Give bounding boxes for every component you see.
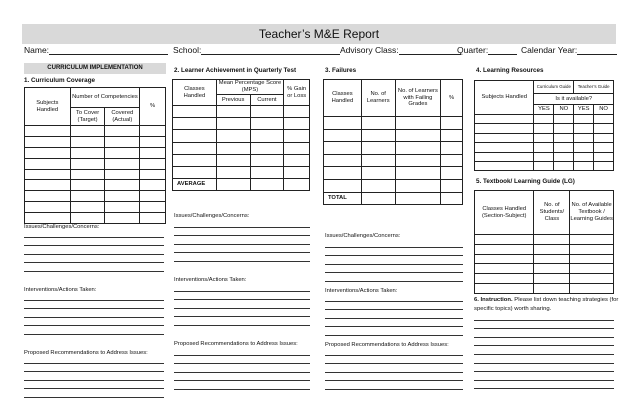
interventions-label-2: Interventions/Actions Taken: (174, 277, 247, 283)
write-line[interactable] (174, 356, 310, 365)
table-cell[interactable] (324, 167, 362, 180)
write-line[interactable] (325, 302, 463, 311)
interventions-label-3: Interventions/Actions Taken: (325, 288, 398, 294)
table-row (475, 143, 614, 152)
table-row (25, 213, 166, 224)
table-cell[interactable] (216, 106, 250, 118)
issues-lines-3[interactable] (325, 239, 463, 282)
table-cell[interactable] (574, 161, 594, 170)
learner-achievement-table (172, 79, 310, 191)
section-4-title: 4. Learning Resources (476, 67, 544, 74)
learning-resources-table (474, 80, 614, 171)
table-cell[interactable] (140, 180, 166, 191)
current-header: Current (250, 95, 284, 106)
percent-header: % (140, 88, 166, 126)
section-6-text: Please list down teaching strategies (for specific topics) worth sharing. (474, 297, 619, 312)
interventions-lines-3[interactable] (325, 293, 463, 336)
table-cell[interactable] (250, 130, 284, 142)
write-line[interactable] (474, 364, 614, 373)
school-field[interactable] (173, 45, 340, 55)
table-cell[interactable] (594, 152, 614, 161)
table-cell[interactable] (250, 166, 284, 178)
table-row (324, 154, 463, 167)
write-line[interactable] (325, 293, 463, 302)
table-cell[interactable] (570, 274, 614, 284)
table-cell[interactable] (173, 154, 217, 166)
failures-table (323, 79, 463, 205)
table-cell[interactable] (570, 264, 614, 274)
table-row (324, 179, 463, 192)
table-row (475, 244, 614, 254)
table-cell[interactable] (554, 152, 574, 161)
write-line[interactable] (325, 327, 463, 336)
table-cell[interactable] (25, 191, 71, 202)
section-6-label: 6. Instruction. (474, 297, 513, 303)
table-cell[interactable] (70, 158, 105, 169)
table-cell[interactable] (395, 117, 441, 130)
table-cell[interactable] (594, 161, 614, 170)
write-line[interactable] (24, 263, 164, 272)
write-line[interactable] (325, 347, 463, 356)
table-row (475, 115, 614, 124)
competencies-header: Number of Competencies (70, 88, 140, 108)
cg-yes-header: YES (534, 105, 554, 115)
calendar-label: Calendar Year: (521, 45, 578, 55)
table-cell[interactable] (324, 117, 362, 130)
recommendations-label-3: Proposed Recommendations to Address Issues: (325, 342, 449, 348)
write-line[interactable] (325, 373, 463, 382)
table-cell[interactable] (534, 274, 570, 284)
table-cell[interactable] (284, 106, 310, 118)
write-line[interactable] (474, 329, 614, 338)
table-cell[interactable] (441, 192, 463, 205)
instruction-lines[interactable] (474, 312, 614, 389)
table-row (173, 154, 310, 166)
table-row (475, 274, 614, 284)
write-line[interactable] (325, 319, 463, 328)
table-cell[interactable] (324, 154, 362, 167)
write-line[interactable] (325, 239, 463, 248)
quarter-label: Quarter: (457, 45, 489, 55)
table-row (475, 133, 614, 142)
table-cell[interactable] (216, 118, 250, 130)
table-cell[interactable] (284, 166, 310, 178)
table-row (475, 235, 614, 245)
table-cell[interactable] (534, 152, 554, 161)
table-cell[interactable] (105, 213, 140, 224)
write-line[interactable] (24, 372, 164, 381)
table-cell[interactable] (324, 142, 362, 155)
write-line[interactable] (24, 381, 164, 390)
write-line[interactable] (174, 317, 310, 326)
table-row (173, 166, 310, 178)
school-label: School: (173, 45, 202, 55)
table-cell[interactable] (441, 167, 463, 180)
table-cell[interactable] (534, 124, 554, 133)
table-cell[interactable] (534, 264, 570, 274)
no-learners-header: No. of Learners (361, 80, 395, 117)
write-line[interactable] (24, 389, 164, 398)
instruction-prompt (474, 296, 620, 313)
table-cell[interactable] (395, 179, 441, 192)
table-cell[interactable] (475, 244, 534, 254)
table-cell[interactable] (534, 115, 554, 124)
table-cell[interactable] (594, 115, 614, 124)
write-line[interactable] (325, 310, 463, 319)
table-cell[interactable] (554, 115, 574, 124)
table-row (324, 167, 463, 180)
table-cell[interactable] (324, 179, 362, 192)
write-line[interactable] (174, 219, 310, 228)
table-row (324, 142, 463, 155)
write-line[interactable] (474, 338, 614, 347)
write-line[interactable] (325, 273, 463, 282)
table-cell[interactable] (250, 118, 284, 130)
recommendations-lines-1[interactable] (24, 355, 164, 398)
table-cell[interactable] (534, 244, 570, 254)
table-cell[interactable] (250, 106, 284, 118)
table-cell[interactable] (395, 142, 441, 155)
curriculum-banner: CURRICULUM IMPLEMENTATION (24, 63, 166, 74)
table-cell[interactable] (105, 180, 140, 191)
table-cell[interactable] (441, 142, 463, 155)
table-cell[interactable] (475, 274, 534, 284)
table-cell[interactable] (105, 147, 140, 158)
advisory-label: Advisory Class: (340, 45, 399, 55)
table-cell[interactable] (475, 152, 534, 161)
table-cell[interactable] (570, 283, 614, 293)
table-cell[interactable] (70, 136, 105, 147)
table-cell[interactable] (216, 154, 250, 166)
table-cell[interactable] (250, 179, 284, 191)
table-cell[interactable] (105, 126, 140, 137)
table-cell[interactable] (570, 235, 614, 245)
no-students-header: No. of Students/ Class (534, 191, 570, 235)
no-failing-header: No. of Learners with Failing Grades (395, 80, 441, 117)
average-row-label: AVERAGE (173, 179, 217, 191)
write-line[interactable] (325, 265, 463, 274)
section-2-title: 2. Learner Achievement in Quarterly Test (174, 67, 297, 74)
failures-percent-header: % (441, 80, 463, 117)
table-cell[interactable] (361, 167, 395, 180)
write-line[interactable] (24, 255, 164, 264)
table-cell[interactable] (284, 130, 310, 142)
total-row-label: TOTAL (324, 192, 362, 205)
table-cell[interactable] (140, 213, 166, 224)
write-line[interactable] (474, 381, 614, 390)
table-cell[interactable] (70, 147, 105, 158)
table-cell[interactable] (250, 154, 284, 166)
table-cell[interactable] (105, 191, 140, 202)
table-row (25, 136, 166, 147)
table-cell[interactable] (173, 118, 217, 130)
table-row (25, 191, 166, 202)
table-cell[interactable] (594, 143, 614, 152)
table-cell[interactable] (70, 180, 105, 191)
table-cell[interactable] (475, 264, 534, 274)
table-cell[interactable] (70, 202, 105, 213)
is-available-header: Is it available? (534, 94, 614, 105)
table-cell[interactable] (475, 235, 534, 245)
name-field[interactable] (24, 45, 168, 55)
issues-label-2: Issues/Challenges/Concerns: (174, 213, 250, 219)
curriculum-guide-header: Curriculum Guide (534, 81, 574, 94)
classes-handled-header-3: Classes Handled (324, 80, 362, 117)
write-line[interactable] (24, 364, 164, 373)
covered-header: Covered (Actual) (105, 108, 140, 126)
report-title: Teacher’s M&E Report (22, 24, 616, 44)
write-line[interactable] (474, 321, 614, 330)
write-line[interactable] (174, 253, 310, 262)
write-line[interactable] (24, 318, 164, 327)
issues-label-1: Issues/Challenges/Concerns: (24, 224, 100, 230)
table-cell[interactable] (395, 192, 441, 205)
write-line[interactable] (174, 245, 310, 254)
table-cell[interactable] (395, 167, 441, 180)
subjects-handled-header-4: Subjects Handled (475, 81, 534, 115)
previous-header: Previous (216, 95, 250, 106)
table-cell[interactable] (475, 124, 534, 133)
quarter-field[interactable] (457, 45, 517, 55)
section-3-title: 3. Failures (325, 67, 357, 74)
table-row (475, 152, 614, 161)
write-line[interactable] (325, 381, 463, 390)
table-cell[interactable] (554, 161, 574, 170)
write-line[interactable] (325, 248, 463, 257)
table-cell[interactable] (475, 143, 534, 152)
table-row (475, 283, 614, 293)
advisory-class-field[interactable] (340, 45, 461, 55)
classes-handled-header-5: Classes Handled (Section-Subject) (475, 191, 534, 235)
write-line[interactable] (474, 346, 614, 355)
no-available-header: No. of Available Textbook / Learning Guides (570, 191, 614, 235)
table-row (25, 158, 166, 169)
write-line[interactable] (474, 355, 614, 364)
recommendations-lines-2[interactable] (174, 347, 310, 390)
recommendations-label-2: Proposed Recommendations to Address Issues: (174, 341, 298, 347)
write-line[interactable] (24, 246, 164, 255)
issues-lines-2[interactable] (174, 219, 310, 262)
table-cell[interactable] (361, 154, 395, 167)
write-line[interactable] (174, 228, 310, 237)
write-line[interactable] (474, 372, 614, 381)
table-cell[interactable] (70, 169, 105, 180)
curriculum-coverage-table (24, 87, 166, 224)
table-cell[interactable] (534, 133, 554, 142)
table-cell[interactable] (216, 142, 250, 154)
table-row (324, 129, 463, 142)
table-cell[interactable] (140, 169, 166, 180)
table-cell[interactable] (173, 142, 217, 154)
table-cell[interactable] (25, 169, 71, 180)
table-cell[interactable] (70, 191, 105, 202)
table-cell[interactable] (25, 126, 71, 137)
table-cell[interactable] (574, 115, 594, 124)
table-cell[interactable] (570, 244, 614, 254)
issues-label-3: Issues/Challenges/Concerns: (325, 233, 401, 239)
table-cell[interactable] (105, 169, 140, 180)
table-row (25, 202, 166, 213)
table-cell[interactable] (140, 147, 166, 158)
table-cell[interactable] (534, 161, 554, 170)
name-label: Name: (24, 45, 50, 55)
write-line[interactable] (174, 292, 310, 301)
subjects-handled-header: Subjects Handled (25, 88, 71, 126)
table-cell[interactable] (216, 179, 250, 191)
table-cell[interactable] (70, 213, 105, 224)
table-cell[interactable] (554, 143, 574, 152)
write-line[interactable] (24, 355, 164, 364)
table-cell[interactable] (554, 124, 574, 133)
table-row (475, 254, 614, 264)
table-row (25, 147, 166, 158)
table-cell[interactable] (441, 117, 463, 130)
textbook-table (474, 190, 614, 294)
table-row (173, 179, 310, 191)
table-row (173, 106, 310, 118)
write-line[interactable] (24, 229, 164, 238)
table-cell[interactable] (25, 213, 71, 224)
table-cell[interactable] (140, 191, 166, 202)
table-cell[interactable] (570, 254, 614, 264)
mps-header: Mean Percentage Score (MPS) (216, 80, 283, 95)
teachers-guide-header: Teacher’s Guide (574, 81, 614, 94)
table-cell[interactable] (216, 166, 250, 178)
recommendations-lines-3[interactable] (325, 347, 463, 390)
write-line[interactable] (174, 283, 310, 292)
tg-yes-header: YES (574, 105, 594, 115)
classes-handled-header-2: Classes Handled (173, 80, 217, 106)
table-cell[interactable] (105, 136, 140, 147)
write-line[interactable] (174, 373, 310, 382)
table-cell[interactable] (574, 133, 594, 142)
write-line[interactable] (325, 256, 463, 265)
table-cell[interactable] (395, 129, 441, 142)
table-row (25, 126, 166, 137)
table-row (475, 161, 614, 170)
header-fields (24, 45, 618, 57)
write-line[interactable] (174, 364, 310, 373)
table-cell[interactable] (594, 124, 614, 133)
table-cell[interactable] (574, 152, 594, 161)
write-line[interactable] (174, 300, 310, 309)
table-row (173, 130, 310, 142)
table-cell[interactable] (361, 192, 395, 205)
table-row (475, 124, 614, 133)
calendar-year-field[interactable] (521, 45, 617, 55)
write-line[interactable] (325, 356, 463, 365)
section-5-title: 5. Textbook/ Learning Guide (LG) (476, 178, 575, 185)
table-cell[interactable] (284, 179, 310, 191)
table-cell[interactable] (25, 180, 71, 191)
write-line[interactable] (24, 326, 164, 335)
table-row (173, 142, 310, 154)
write-line[interactable] (174, 347, 310, 356)
write-line[interactable] (24, 238, 164, 247)
section-1-title: 1. Curriculum Coverage (24, 77, 96, 84)
table-cell[interactable] (140, 126, 166, 137)
write-line[interactable] (174, 381, 310, 390)
table-cell[interactable] (534, 254, 570, 264)
table-cell[interactable] (105, 158, 140, 169)
table-cell[interactable] (574, 143, 594, 152)
table-cell[interactable] (173, 166, 217, 178)
table-cell[interactable] (475, 161, 534, 170)
table-cell[interactable] (173, 130, 217, 142)
table-cell[interactable] (361, 142, 395, 155)
table-cell[interactable] (534, 235, 570, 245)
table-cell[interactable] (284, 118, 310, 130)
table-cell[interactable] (475, 115, 534, 124)
interventions-lines-2[interactable] (174, 283, 310, 326)
table-cell[interactable] (25, 136, 71, 147)
write-line[interactable] (24, 309, 164, 318)
table-cell[interactable] (284, 154, 310, 166)
table-row (324, 192, 463, 205)
table-cell[interactable] (105, 202, 140, 213)
cg-no-header: NO (554, 105, 574, 115)
table-cell[interactable] (284, 142, 310, 154)
table-cell[interactable] (216, 130, 250, 142)
table-cell[interactable] (441, 129, 463, 142)
recommendations-label-1: Proposed Recommendations to Address Issues: (24, 350, 148, 356)
table-cell[interactable] (25, 147, 71, 158)
table-cell[interactable] (441, 154, 463, 167)
table-cell[interactable] (534, 143, 554, 152)
table-cell[interactable] (361, 129, 395, 142)
to-cover-header: To Cover (Target) (70, 108, 105, 126)
table-cell[interactable] (250, 142, 284, 154)
table-cell[interactable] (441, 179, 463, 192)
gain-loss-header: % Gain or Loss (284, 80, 310, 106)
interventions-lines-1[interactable] (24, 292, 164, 335)
write-line[interactable] (24, 292, 164, 301)
table-cell[interactable] (140, 202, 166, 213)
table-cell[interactable] (395, 154, 441, 167)
table-cell[interactable] (554, 133, 574, 142)
table-cell[interactable] (70, 126, 105, 137)
table-cell[interactable] (475, 133, 534, 142)
interventions-label-1: Interventions/Actions Taken: (24, 287, 97, 293)
write-line[interactable] (174, 309, 310, 318)
table-cell[interactable] (594, 133, 614, 142)
table-cell[interactable] (25, 202, 71, 213)
table-cell[interactable] (173, 106, 217, 118)
table-cell[interactable] (140, 136, 166, 147)
table-cell[interactable] (324, 129, 362, 142)
table-row (25, 180, 166, 191)
issues-lines-1[interactable] (24, 229, 164, 272)
table-cell[interactable] (574, 124, 594, 133)
table-cell[interactable] (475, 254, 534, 264)
table-cell[interactable] (534, 283, 570, 293)
table-row (25, 169, 166, 180)
write-line[interactable] (474, 312, 614, 321)
table-row (324, 117, 463, 130)
table-row (173, 118, 310, 130)
table-cell[interactable] (25, 158, 71, 169)
write-line[interactable] (174, 236, 310, 245)
table-cell[interactable] (475, 283, 534, 293)
table-cell[interactable] (361, 117, 395, 130)
write-line[interactable] (325, 364, 463, 373)
table-row (475, 264, 614, 274)
table-cell[interactable] (361, 179, 395, 192)
tg-no-header: NO (594, 105, 614, 115)
write-line[interactable] (24, 301, 164, 310)
table-cell[interactable] (140, 158, 166, 169)
